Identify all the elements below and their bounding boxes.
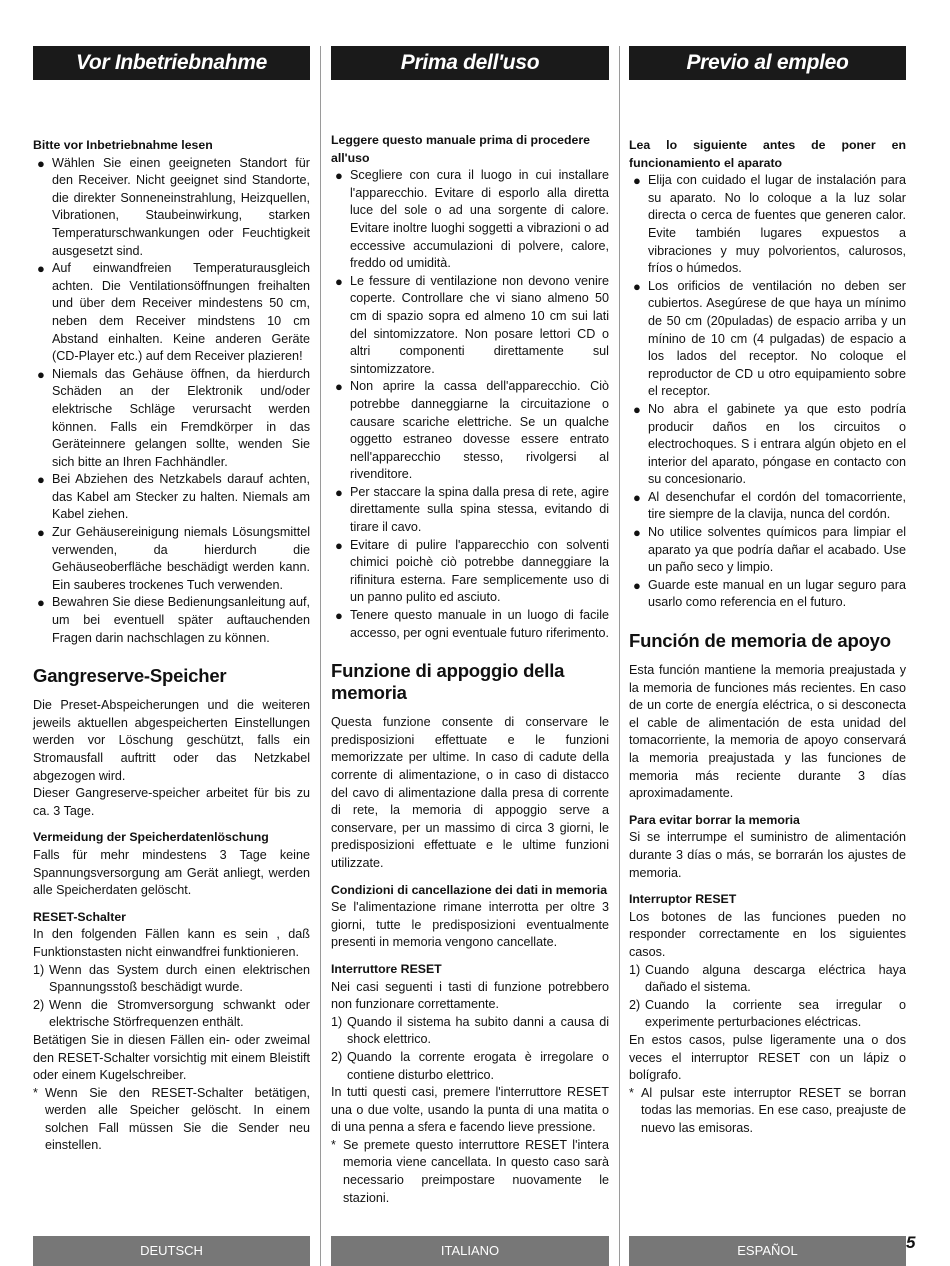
- numbered-list-it: [331, 1014, 609, 1084]
- list-item: [33, 366, 310, 472]
- asterisk: *: [629, 1085, 634, 1100]
- bullet-text: Evitare di pulire l'apparecchio con solventi chimici poichè ciò potrebbe danneggiare la rifinitura esterna. Fare semplicemente uso di un panno pulito ed asciuto.: [350, 537, 609, 605]
- asterisk: *: [33, 1085, 38, 1100]
- note: [331, 1137, 609, 1207]
- body-it: [331, 132, 609, 1207]
- bullet-text: No utilice solventes químicos para limpiar el aparato ya que podría dañar el acabado. Use un paño seco y limpio.: [648, 525, 906, 575]
- bullet-text: Scegliere con cura il luogo in cui installare l'apparecchio. Evitare di esporlo alla diretta luce del sole o ad una sorgente di calore. Evitare inoltre luoghi soggetti a vibrazioni o ad eccessive accumulazioni di polvere, calore, freddo od umidità.: [350, 168, 609, 271]
- item-text: Wenn das System durch einen elektrischen Spannungsstoß beschädigt wurde.: [49, 962, 310, 995]
- bullet-text: Zur Gehäusereinigung niemals Lösungsmittel verwenden, da hierdurch die Gehäuseoberfläche beschädigt werden kann. Ein sauberes trockenes Tuch verwenden.: [52, 525, 310, 592]
- bullet-icon: ●: [37, 525, 45, 541]
- list-item: [33, 155, 310, 261]
- bullet-list-de: [33, 155, 310, 648]
- footer-language-es: ESPAÑOL: [629, 1236, 906, 1266]
- footer-language-it: ITALIANO: [331, 1236, 609, 1266]
- bullet-icon: ●: [633, 489, 641, 505]
- bullet-text: Bewahren Sie diese Bedienungsanleitung auf, um bei eventuell später auftauchenden Fragen darin nachschlagen zu können.: [52, 595, 310, 645]
- intro-title-es: Lea lo siguiente antes de poner en funcionamiento el aparato: [629, 138, 906, 170]
- numbered-list-de: [33, 962, 310, 1032]
- list-item: [331, 167, 609, 273]
- bullet-icon: ●: [335, 537, 343, 553]
- list-item: [331, 273, 609, 379]
- bullet-icon: ●: [37, 595, 45, 611]
- paragraph: Se l'alimentazione rimane interrotta per oltre 3 giorni, tutte le predisposizioni eventualmente presenti in memoria vengono cancellate.: [331, 900, 609, 950]
- item-text: Quando il sistema ha subito danni a causa di shock elettrico.: [347, 1014, 609, 1047]
- list-item: [629, 577, 906, 612]
- paragraph: Betätigen Sie in diesen Fällen ein- oder zweimal den RESET-Schalter vorsichtig mit einem Bleistift oder einem Kugelschreiber.: [33, 1032, 310, 1083]
- subheading: Vermeidung der Speicherdatenlöschung: [33, 830, 269, 845]
- bullet-list-es: [629, 172, 906, 612]
- item-number: 1): [33, 962, 45, 977]
- bullet-text: Al desenchufar el cordón del tomacorriente, tire siempre de la clavija, nunca del cordón.: [648, 489, 906, 522]
- list-item: [331, 537, 609, 607]
- item-text: Cuando alguna descarga eléctrica haya dañado el sistema.: [645, 962, 906, 995]
- header-de: Vor Inbetriebnahme: [33, 46, 310, 80]
- bullet-icon: ●: [633, 173, 641, 189]
- bullet-text: Wählen Sie einen geeigneten Standort für den Receiver. Nicht geeignet sind Standorte, die direkter Sonneneinstrahlung, Heizquellen, Vibrationen, Staubeinwirkung, starken Temperaturschwankungen oder Feuchtigkeit ausgesetzt sind.: [52, 155, 310, 258]
- subheading: RESET-Schalter: [33, 909, 126, 924]
- paragraph: Si se interrumpe el suministro de alimentación durante 3 días o más, se borrarán los ajustes de memoria.: [629, 830, 906, 880]
- bullet-text: Bei Abziehen des Netzkabels darauf achten, das Kabel am Stecker zu halten. Niemals am Kabel ziehen.: [52, 472, 310, 522]
- page-number: 5: [906, 1233, 916, 1252]
- bullet-icon: ●: [335, 484, 343, 500]
- subheading: Interruptor RESET: [629, 892, 737, 907]
- body-de: [33, 137, 310, 1155]
- list-item: [33, 962, 310, 997]
- bullet-text: Elija con cuidado el lugar de instalación para su aparato. No lo coloque a la luz solar directa o cerca de fuentes que generen calor. Evite también lugares expuestos a vibraciones y muy polvorientos, calurosos, fríos o húmedos.: [648, 173, 906, 276]
- subheading: Condizioni di cancellazione dei dati in memoria: [331, 882, 608, 897]
- paragraph: Los botones de las funciones pueden no responder correctamente en los siguientes casos.: [629, 909, 906, 959]
- intro-title-de: Bitte vor Inbetriebnahme lesen: [33, 138, 213, 152]
- bullet-text: Per staccare la spina dalla presa di rete, agire direttamente sulla spina stessa, evitando di tirare il cavo.: [350, 484, 609, 535]
- subheading: Interruttore RESET: [331, 961, 442, 976]
- column-espanol: [629, 46, 906, 1137]
- header-es: Previo al empleo: [629, 46, 906, 80]
- note-text: Wenn Sie den RESET-Schalter betätigen, werden alle Speicher gelöscht. In einem solchen Fall müssen Sie die Sender neu einstellen.: [45, 1085, 310, 1153]
- bullet-icon: ●: [335, 168, 343, 184]
- list-item: [331, 1049, 609, 1084]
- bullet-icon: ●: [633, 401, 641, 417]
- asterisk: *: [331, 1137, 336, 1152]
- list-item: [629, 997, 906, 1032]
- list-item: [331, 607, 609, 642]
- section-title-es: Función de memoria de apoyo: [629, 630, 891, 652]
- bullet-text: No abra el gabinete ya que esto podría producir daños en los circuitos o electrochoques. S i entrara algún objeto en el interior del aparato, póngase en contacto con su concesionario.: [648, 401, 906, 487]
- item-number: 1): [629, 962, 641, 977]
- list-item: [629, 489, 906, 524]
- bullet-icon: ●: [37, 155, 45, 171]
- bullet-text: Los orificios de ventilación no deben ser cubiertos. Asegúrese de que haya un mínimo de 50 cm (20puladas) de espacio arriba y un mínino de 10 cm (4 pulgadas) de espacio a los lados del receptor. No coloque el reproductor de CD u otro equipamiento sobre el receptor.: [648, 278, 906, 399]
- numbered-list-es: [629, 962, 906, 1032]
- bullet-icon: ●: [335, 379, 343, 395]
- paragraph: Nei casi seguenti i tasti di funzione potrebbero non funzionare correttamente.: [331, 979, 609, 1012]
- list-item: [33, 524, 310, 594]
- section-paragraph: Dieser Gangreserve-speicher arbeitet für bis zu ca. 3 Tage.: [33, 786, 310, 818]
- list-item: [629, 401, 906, 489]
- section-paragraph: Esta función mantiene la memoria preajustada y la memoria de funciones más recientes. En caso de un corte de energía eléctrica, o si desconecta el cable de alimentación de esta unidad del tomacorriente, la memoria de apoyo conservará la memoria preajustada y las funciones de memoria más reciente durante 3 días aproximadamente.: [629, 663, 906, 801]
- bullet-list-it: [331, 167, 609, 642]
- note-text: Se premete questo interruttore RESET l'intera memoria viene cancellata. In questo caso sarà necessario preimpostare nuovamente le stazioni.: [343, 1137, 609, 1205]
- paragraph: In tutti questi casi, premere l'interruttore RESET una o due volte, usando la punta di una matita o di una penna a sfera e facendo lieve pressione.: [331, 1085, 609, 1135]
- section-paragraph: Questa funzione consente di conservare le predisposizioni effettuate e le funzioni memorizzate per ultime. In caso di cadute della corrente di alimentazione, o in caso di distacco del cavo di alimentazione dalla presa di corrente di rete, la memoria di appoggio serve a conservare, per un massimo di circa 3 giorni, le predisposizioni effettuate e le ultime funzioni utilizzate.: [331, 715, 609, 870]
- item-text: Wenn die Stromversorgung schwankt oder elektrische Störfrequenzen enthält.: [49, 997, 310, 1030]
- section-paragraph: Die Preset-Abspeicherungen und die weiteren jeweils aktuellen abgespeicherten Einstellungen werden vor Löschung geschützt, falls ein Stromausfall auftritt oder das Netzkabel abgezogen wird.: [33, 698, 310, 783]
- list-item: [33, 997, 310, 1032]
- list-item: [331, 1014, 609, 1049]
- footer-language-de: DEUTSCH: [33, 1236, 310, 1266]
- column-divider-right: [619, 46, 620, 1266]
- bullet-icon: ●: [633, 577, 641, 593]
- list-item: [629, 172, 906, 278]
- paragraph: En estos casos, pulse ligeramente una o dos veces el interruptor RESET con un lápiz o bolígrafo.: [629, 1032, 906, 1083]
- list-item: [331, 484, 609, 537]
- bullet-icon: ●: [37, 366, 45, 382]
- note: [629, 1085, 906, 1138]
- bullet-text: Guarde este manual en un lugar seguro para usarlo como referencia en el futuro.: [648, 577, 906, 610]
- column-italiano: [331, 46, 609, 1207]
- list-item: [33, 260, 310, 366]
- bullet-icon: ●: [335, 608, 343, 624]
- item-text: Quando la corrente erogata è irregolare o contiene disturbo elettrico.: [347, 1049, 609, 1082]
- list-item: [629, 524, 906, 577]
- list-item: [629, 278, 906, 401]
- list-item: [331, 378, 609, 484]
- column-divider-left: [320, 46, 321, 1266]
- item-number: 2): [33, 997, 45, 1012]
- note: [33, 1085, 310, 1155]
- bullet-icon: ●: [37, 261, 45, 277]
- list-item: [629, 962, 906, 997]
- bullet-icon: ●: [335, 273, 343, 289]
- section-title-it: Funzione di appoggio della memoria: [331, 660, 565, 704]
- column-deutsch: [33, 46, 310, 1155]
- list-item: [33, 471, 310, 524]
- bullet-text: Tenere questo manuale in un luogo di facile accesso, per ogni eventuale futuro riferimento.: [350, 608, 610, 640]
- item-number: 1): [331, 1014, 343, 1029]
- item-number: 2): [331, 1049, 343, 1064]
- intro-title-it: Leggere questo manuale prima di procedere all'uso: [331, 133, 590, 165]
- bullet-text: Auf einwandfreien Temperaturausgleich achten. Die Ventilationsöffnungen freihalten und über dem Receiver mindestens 50 cm, neben dem Receiver mindstens 10 cm Abstand einhalten. Keine anderen Geräte (CD-Player etc.) auf dem Receiver plazieren!: [52, 261, 310, 364]
- bullet-icon: ●: [633, 278, 641, 294]
- bullet-icon: ●: [633, 525, 641, 541]
- header-it: Prima dell'uso: [331, 46, 609, 80]
- body-es: [629, 137, 906, 1137]
- bullet-text: Non aprire la cassa dell'apparecchio. Ciò potrebbe danneggiarne la circuitazione o causare scariche elettriche. Se un qualche oggetto estraneo dovesse essere entrato nell'apparecchio stesso, rivolgersi al rivenditore.: [350, 379, 609, 482]
- list-item: [33, 594, 310, 647]
- item-text: Cuando la corriente sea irregular o experimente perturbaciones eléctricas.: [645, 997, 906, 1030]
- subheading: Para evitar borrar la memoria: [629, 812, 800, 827]
- bullet-text: Niemals das Gehäuse öffnen, da hierdurch Schäden an der Elektronik und/oder elektrische Schläge verursacht werden können. Falls ein Fremdkörper in das Geräteinnere gelangen sollte, wenden Sie sich bitte an Ihren Fachhändler.: [52, 366, 310, 469]
- note-text: Al pulsar este interruptor RESET se borran todas las memorias. En ese caso, preajuste de nuevo las emisoras.: [641, 1085, 906, 1135]
- section-title-de: Gangreserve-Speicher: [33, 665, 227, 687]
- paragraph: In den folgenden Fällen kann es sein , daß Funktionstasten nicht einwandfrei funktionieren.: [33, 927, 310, 959]
- paragraph: Falls für mehr mindestens 3 Tage keine Spannungsversorgung am Gerät anliegt, werden alle Speicherdaten gelöscht.: [33, 847, 310, 898]
- item-number: 2): [629, 997, 641, 1012]
- bullet-icon: ●: [37, 472, 45, 488]
- bullet-text: Le fessure di ventilazione non devono venire coperte. Controllare che vi siano almeno 50 cm di spazio sopra ed almeno 10 cm sui lati del sintomizzatore. Non posare lettori CD o altri componenti direttamente sul sintomizzatore.: [350, 273, 609, 376]
